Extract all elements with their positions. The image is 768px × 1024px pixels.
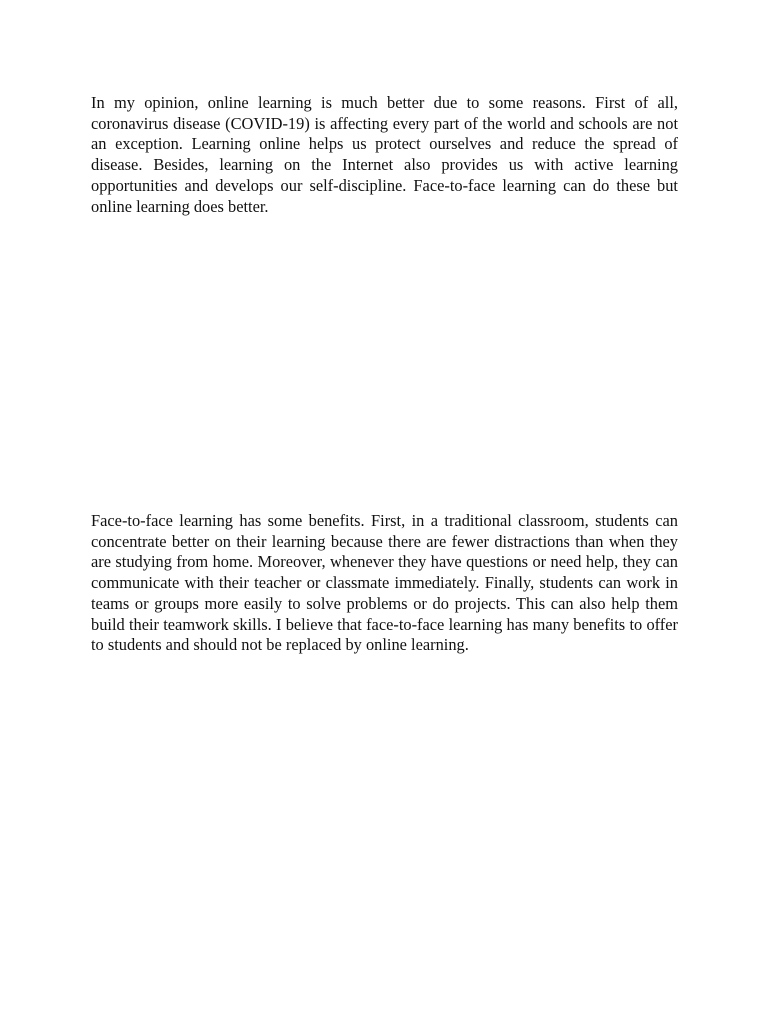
paragraph-face-to-face-learning: Face-to-face learning has some benefits. First, in a traditional classroom, students can concentrate better on their learning because there are fewer distractions than when they are studying from home. Moreover, whenever they have questions or need help, they can communicate with their teacher or classmate immediately. Finally, students can work in teams or groups more easily to solve problems or do projects. This can also help them build their teamwork skills. I believe that face-to-face learning has many benefits to offer to students and should not be replaced by online learning. [91, 511, 678, 655]
paragraph-online-learning: In my opinion, online learning is much better due to some reasons. First of all, coronavirus disease (COVID-19) is affecting every part of the world and schools are not an exception. Learning online helps us protect ourselves and reduce the spread of disease. Besides, learning on the Internet also provides us with active learning opportunities and develops our self-discipline. Face-to-face learning can do these but online learning does better. [91, 93, 678, 216]
